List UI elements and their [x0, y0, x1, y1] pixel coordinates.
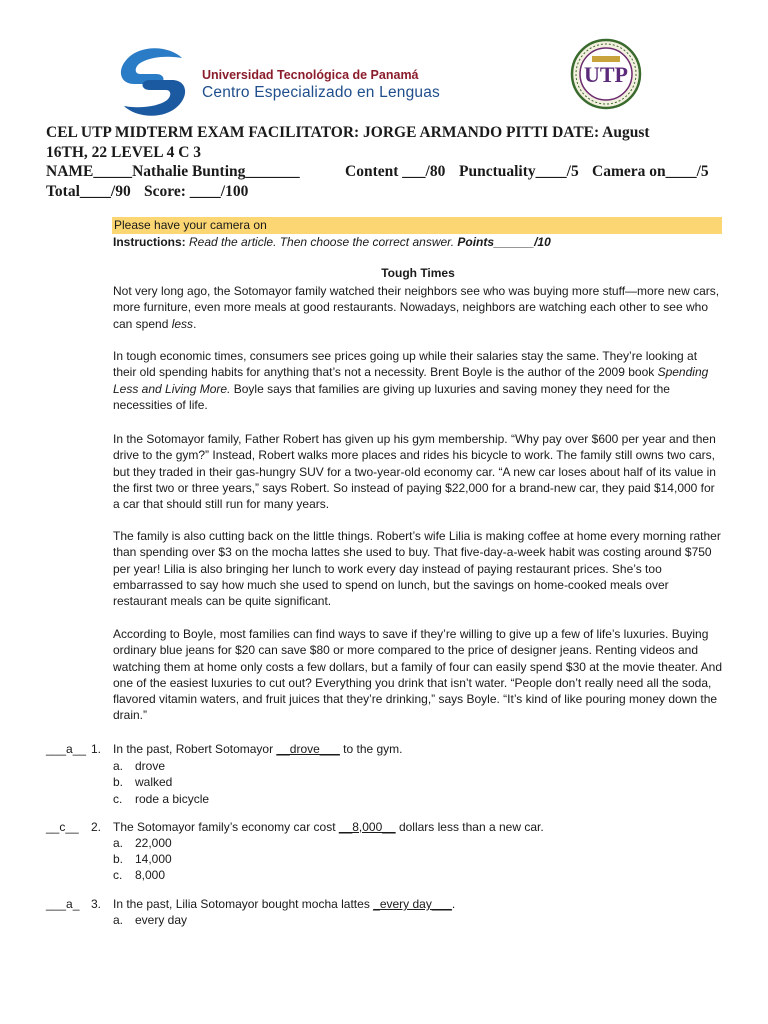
- utp-cel-logo: [112, 44, 194, 120]
- option-2c[interactable]: c. 8,000: [113, 868, 166, 882]
- instructions: [113, 235, 551, 249]
- article-title: Tough Times: [381, 266, 455, 280]
- final-score: Score: ____/100: [144, 183, 249, 200]
- exam-title-line1: CEL UTP MIDTERM EXAM FACILITATOR: JORGE ARMANDO PITTI DATE: August: [46, 124, 650, 141]
- article-paragraph-3: In the Sotomayor family, Father Robert has given up his gym membership. “Why pay over $600 per year and then drive to the gym?” Instead, Robert walks more places and rides his bicycle to work. The family still owns two cars, but they traded in their gas-hungry SUV for a two-year-old economy car. “A new car loses about half of its value in the first two or three years,” says Robert. So instead of paying $22,000 for a brand-new car, they paid $14,000 for a car that should still run for many years.: [113, 432, 716, 512]
- article-paragraph-5: According to Boyle, most families can find ways to save if they’re willing to give up a few of life’s luxuries. Buying ordinary blue jeans for $20 can save $80 or more compared to the price of designer jeans. Renting videos and watching them at home only costs a few dollars, but a family of four can easily spend $30 at the movie theater. And one of the easiest luxuries to cut out? Everything you drink that isn’t water. “People don’t really need all the soda, flavored vitamin waters, and fruit juices that they’re drinking,” says Boyle. “It’s kind of like pouring money down the drain.”: [113, 627, 723, 723]
- option-1c[interactable]: c. rode a bicycle: [113, 792, 210, 806]
- utp-seal-logo: [570, 38, 642, 110]
- points-field: Points______/10: [457, 235, 551, 249]
- answer-blank-1[interactable]: ___a__: [46, 742, 87, 756]
- answer-blank-2[interactable]: __c__: [46, 820, 79, 834]
- svg-text:UTP: UTP: [584, 62, 628, 87]
- article-paragraph-4: The family is also cutting back on the little things. Robert’s wife Lilia is making coffee at home every morning rather than spending over $3 on the mocha lattes she used to buy. That five-day-a-week habit was costing around $750 per year! Lilia is also bringing her lunch to work every day instead of paying restaurant prices. She’s too embarrassed to say how much she used to spend on lunch, but the savings on home-cooked meals over restaurant meals can be quite significant.: [113, 529, 721, 609]
- centro-name: Centro Especializado en Lenguas: [202, 84, 440, 101]
- camera-score: Camera on____/5: [592, 163, 709, 180]
- content-score: Content ___/80: [345, 163, 446, 180]
- question-number-2: 2.: [91, 820, 102, 834]
- question-number-1: 1.: [91, 742, 102, 756]
- question-1: In the past, Robert Sotomayor __drove___ to the gym.: [113, 742, 403, 756]
- university-name: Universidad Tecnológica de Panamá: [202, 68, 419, 82]
- instructions-label: Instructions:: [113, 235, 186, 249]
- option-3a[interactable]: a. every day: [113, 913, 188, 927]
- option-2b[interactable]: b. 14,000: [113, 852, 172, 866]
- question-number-3: 3.: [91, 897, 102, 911]
- punctuality-score: Punctuality____/5: [459, 163, 579, 180]
- article-paragraph-1: Not very long ago, the Sotomayor family watched their neighbors see who was buying more stuff—more new cars, more furniture, even more meals at good restaurants. Nowadays, neighbors are watching each other to see who can spend less.: [113, 284, 720, 331]
- camera-reminder: Please have your camera on: [114, 218, 267, 232]
- question-2: The Sotomayor family’s economy car cost __8,000__ dollars less than a new car.: [113, 820, 544, 834]
- question-1-blank: __drove___: [276, 742, 340, 756]
- option-2a[interactable]: a. 22,000: [113, 836, 172, 850]
- article-paragraph-2: In tough economic times, consumers see prices going up while their salaries stay the same. They’re looking at their old spending habits for anything that’s not a necessity. Brent Boyle is the author of the 2009 book Spending Less and Living More. Boyle says that families are giving up luxuries and saving money they need for the necessities of life.: [113, 349, 709, 412]
- question-2-blank: __8,000__: [338, 820, 396, 834]
- question-3-blank: _every day___: [373, 897, 452, 911]
- student-name: NAME_____Nathalie Bunting_______: [46, 163, 300, 180]
- option-1b[interactable]: b. walked: [113, 775, 173, 789]
- question-3: In the past, Lilia Sotomayor bought mocha lattes _every day___.: [113, 897, 456, 911]
- total-score: Total____/90: [46, 183, 131, 200]
- answer-blank-3[interactable]: ___a_: [46, 897, 80, 911]
- option-1a[interactable]: a. drove: [113, 759, 166, 773]
- instructions-text: Read the article. Then choose the correct answer.: [189, 235, 455, 249]
- exam-title-line2: 16TH, 22 LEVEL 4 C 3: [46, 144, 202, 161]
